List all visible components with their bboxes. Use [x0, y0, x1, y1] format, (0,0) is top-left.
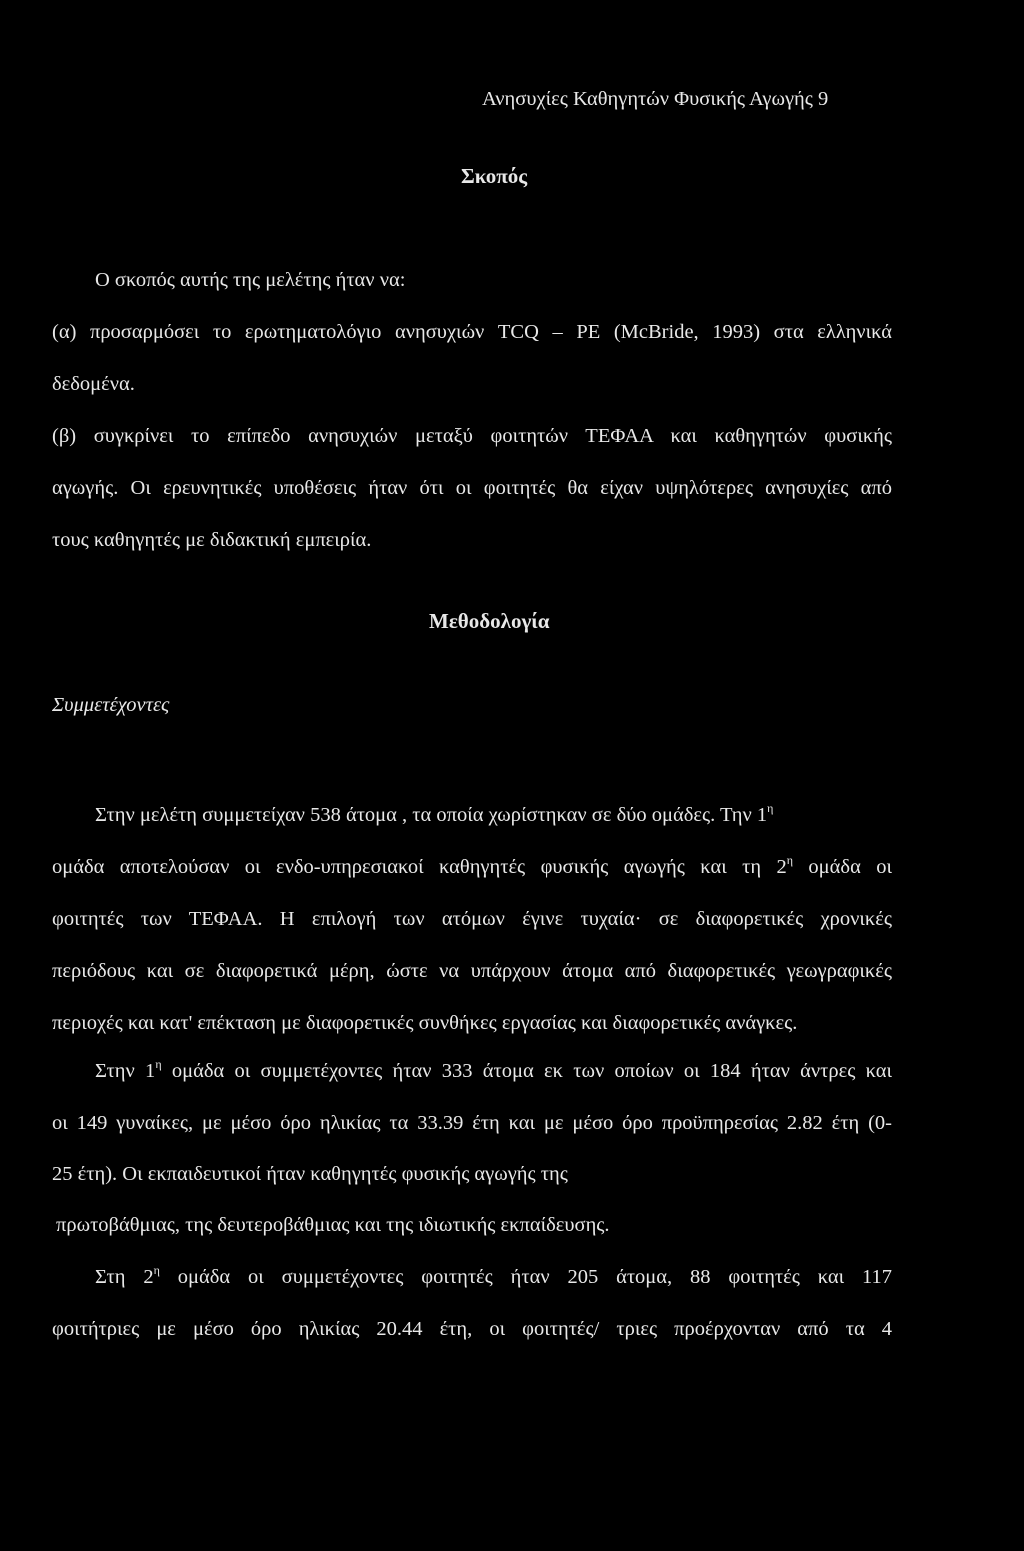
aim-item-a-line-1: (α) προσαρμόσει το ερωτηματολόγιο ανησυχιών TCQ – PE (McBride, 1993) στα ελληνικά — [52, 321, 892, 343]
participants-p2-line-1 — [95, 1058, 892, 1086]
subheading-participants: Συμμετέχοντες — [52, 694, 170, 716]
ordinal-suffix: η — [786, 853, 794, 867]
participants-p2-line-2: οι 149 γυναίκες, με μέσο όρο ηλικίας τα 33.39 έτη και με μέσο όρο προϋπηρεσίας 2.82 έτη (0- — [52, 1112, 892, 1134]
text-run: ομάδα οι — [793, 856, 892, 878]
aim-item-b-line-1: (β) συγκρίνει το επίπεδο ανησυχιών μεταξύ φοιτητών ΤΕΦΑΑ και καθηγητών φυσικής — [52, 425, 892, 447]
ordinal-suffix: η — [767, 801, 774, 815]
aim-intro: Ο σκοπός αυτής της μελέτης ήταν να: — [95, 269, 406, 291]
ordinal-suffix: η — [155, 1057, 162, 1071]
participants-p2-line-4: πρωτοβάθμιας, της δευτεροβάθμιας και της ιδιωτικής εκπαίδευσης. — [56, 1214, 610, 1236]
text-run: Στην 1 — [95, 1060, 156, 1082]
participants-p1-line-1 — [95, 802, 773, 830]
aim-item-a-line-2: δεδομένα. — [52, 373, 135, 395]
section-heading-methodology: Μεθοδολογία — [429, 609, 550, 633]
text-run: ομάδα οι συμμετέχοντες ήταν 333 άτομα εκ των οποίων οι 184 ήταν άντρες και — [161, 1060, 892, 1082]
participants-p1-line-2 — [52, 854, 892, 882]
text-run: Στην μελέτη συμμετείχαν 538 άτομα , τα οποία χωρίστηκαν σε δύο ομάδες. Την 1 — [95, 804, 768, 826]
text-run: ομάδα αποτελούσαν οι ενδο-υπηρεσιακοί καθηγητές φυσικής αγωγής και τη 2 — [52, 856, 787, 878]
aim-item-b-line-3: τους καθηγητές με διδακτική εμπειρία. — [52, 529, 372, 551]
participants-p3-line-2: φοιτήτριες με μέσο όρο ηλικίας 20.44 έτη, οι φοιτητές/ τριες προέρχονταν από τα 4 — [52, 1318, 892, 1340]
participants-p1-line-5: περιοχές και κατ' επέκταση με διαφορετικές συνθήκες εργασίας και διαφορετικές ανάγκες. — [52, 1012, 798, 1034]
participants-p1-line-3: φοιτητές των ΤΕΦΑΑ. Η επιλογή των ατόμων έγινε τυχαία· σε διαφορετικές χρονικές — [52, 908, 892, 930]
text-run: Στη 2 — [95, 1266, 154, 1288]
participants-p2-line-3: 25 έτη). Οι εκπαιδευτικοί ήταν καθηγητές φυσικής αγωγής της — [52, 1163, 568, 1185]
text-run: ομάδα οι συμμετέχοντες φοιτητές ήταν 205 άτομα, 88 φοιτητές και 117 — [159, 1266, 892, 1288]
participants-p3-line-1 — [95, 1264, 892, 1292]
participants-p1-line-4: περιόδους και σε διαφορετικά μέρη, ώστε να υπάρχουν άτομα από διαφορετικές γεωγραφικές — [52, 960, 892, 982]
running-header: Ανησυχίες Καθηγητών Φυσικής Αγωγής 9 — [482, 88, 829, 110]
aim-item-b-line-2: αγωγής. Οι ερευνητικές υποθέσεις ήταν ότι οι φοιτητές θα είχαν υψηλότερες ανησυχίες από — [52, 477, 892, 499]
ordinal-suffix: η — [153, 1263, 160, 1277]
section-heading-aim: Σκοπός — [461, 164, 528, 188]
